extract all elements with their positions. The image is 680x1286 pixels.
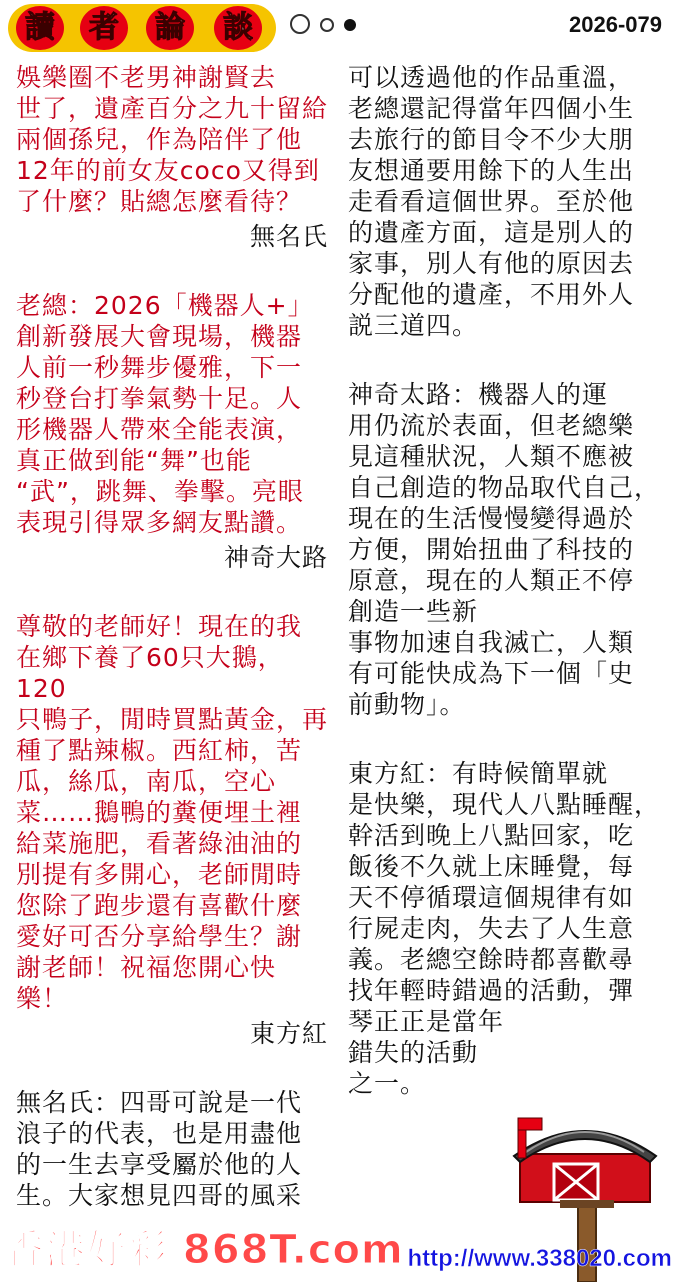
reply-text: 無名氏：四哥可說是一代 浪子的代表，也是用盡他 的一生去享受屬於他的人 生。大家想見四哥的風采 (16, 1088, 303, 1210)
letter-entry (16, 611, 328, 1049)
letter-signature: 東方紅 (249, 1019, 328, 1048)
letter-signature: 神奇大路 (223, 543, 328, 572)
small-circle-icon (320, 18, 334, 32)
reply-text: 神奇太路：機器人的運 用仍流於表面，但老總樂 見這種狀況，人類不應被 自己創造的物品取代自己， 現在的生活慢慢變得過於 方便，開始扭曲了科技的 原意，現在的人類正不停 創造一些新 事物加速自我滅亡，人類 有可能快成為下一個「史 前動物」。 (348, 380, 661, 719)
reply-entry (348, 379, 662, 720)
reply-entry (348, 62, 662, 341)
title-char-2: 者 (80, 6, 128, 50)
letter-entry (16, 62, 328, 252)
reply-entry (16, 1087, 328, 1211)
letter-text: 尊敬的老師好！現在的我 在鄉下養了60只大鵝，120 只鴨子，閒時買點黃金，再 種了點辣椒。西紅柿，苦 瓜，絲瓜，南瓜，空心 菜……鵝鴨的糞便埋土裡 給菜施肥，看著綠油油的 別提有多開心，老師閒時 您除了跑步還有喜歡什麼 愛好可否分享給學生？謝 謝老師！祝福您開心快 樂！ (16, 612, 329, 1013)
letter-text: 娛樂圈不老男神謝賢去 世了，遺產百分之九十留給 兩個孫兒，作為陪伴了他 12年的前女友coco又得到 了什麼？貼總怎麼看待？ (16, 63, 329, 216)
title-char-3: 論 (146, 6, 194, 50)
large-circle-icon (290, 14, 310, 34)
reply-entry (348, 758, 662, 1099)
right-column (348, 62, 662, 1099)
letter-signature: 無名氏 (249, 222, 328, 251)
letter-text: 老總：2026「機器人+」 創新發展大會現場，機器 人前一秒舞步優雅，下一 秒登台打拳氣勢十足。人 形機器人帶來全能表演， 真正做到能“舞”也能 “武”，跳舞、拳擊。亮眼 表現引得眾多網友點讚。 (16, 291, 314, 537)
header (0, 0, 680, 56)
reply-text: 可以透過他的作品重溫， 老總還記得當年四個小生 去旅行的節目令不少大朋 友想通要用餘下的人生出 走看看這個世界。至於他 的遺產方面，這是別人的 家事，別人有他的原因去 分配他的遺產，不用外人 説三道四。 (348, 63, 635, 340)
left-column (16, 62, 328, 1211)
watermark-right-url[interactable]: http://www.338020.com (407, 1245, 672, 1272)
filled-dot-icon (344, 19, 356, 31)
title-char-4: 談 (214, 6, 262, 50)
letter-entry (16, 290, 328, 573)
watermark-left: 香港好彩 868T.com (4, 1227, 404, 1273)
column-title-banner (8, 4, 276, 52)
reply-text: 東方紅：有時候簡單就 是快樂，現代人八點睡醒， 幹活到晚上八點回家，吃 飯後不久就上床睡覺，每 天不停循環這個規律有如 行屍走肉，失去了人生意 義。老總空餘時都喜歡尋 找年輕時錯過的活動，彈 琴正正是當年 錯失的活動 之一。 (348, 759, 661, 1098)
issue-number: 2026-079 (569, 12, 662, 37)
title-char-1: 讀 (16, 6, 64, 50)
